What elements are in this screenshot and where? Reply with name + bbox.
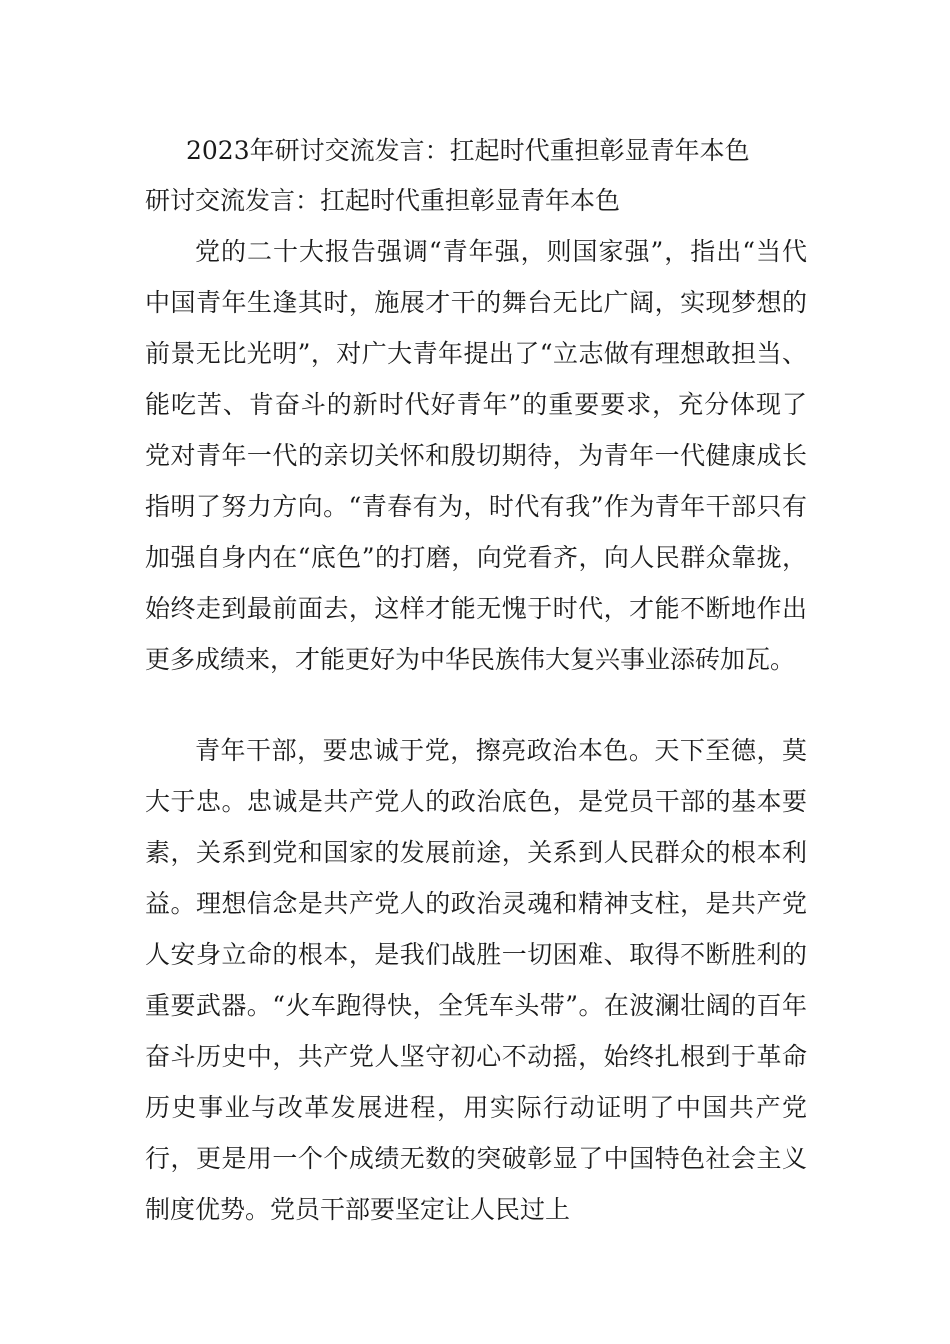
body-paragraph: 党的二十大报告强调“青年强，则国家强”，指出“当代中国青年生逢其时，施展才干的舞台无比广阔，实现梦想的前景无比光明”，对广大青年提出了“立志做有理想敢担当、能吃苦、肯奋斗的新时代好青年”的重要要求，充分体现了党对青年一代的亲切关怀和殷切期待，为青年一代健康成长指明了努力方向。“青春有为，时代有我”作为青年干部只有加强自身内在“底色”的打磨，向党看齐，向人民群众靠拢，始终走到最前面去，这样才能无愧于时代，才能不断地作出更多成绩来，才能更好为中华民族伟大复兴事业添砖加瓦。 xyxy=(145,237,807,674)
document-title: 2023年研讨交流发言：扛起时代重担彰显青年本色 xyxy=(186,136,750,165)
body-paragraph: 青年干部，要忠诚于党，擦亮政治本色。天下至德，莫大于忠。忠诚是共产党人的政治底色，是党员干部的基本要素，关系到党和国家的发展前途，关系到人民群众的根本利益。理想信念是共产党人的政治灵魂和精神支柱，是共产党人安身立命的根本，是我们战胜一切困难、取得不断胜利的重要武器。“火车跑得快，全凭车头带”。在波澜壮阔的百年奋斗历史中，共产党人坚守初心不动摇，始终扎根到于革命历史事业与改革发展进程，用实际行动证明了中国共产党行，更是用一个个成绩无数的突破彰显了中国特色社会主义制度优势。党员干部要坚定让人民过上 xyxy=(145,736,807,1224)
document-subtitle: 研讨交流发言：扛起时代重担彰显青年本色 xyxy=(145,186,621,215)
